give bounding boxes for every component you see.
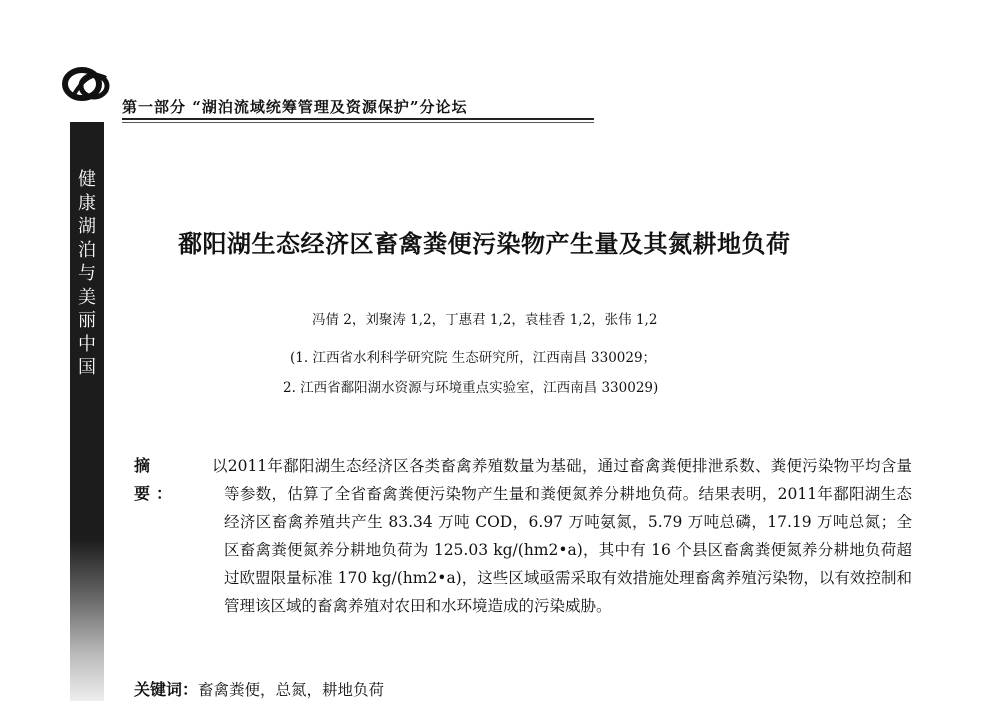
abstract-section [134, 452, 912, 620]
side-char: 健 [78, 169, 96, 190]
logo-icon [58, 58, 114, 108]
side-char: 泊 [78, 239, 96, 261]
header-divider [122, 118, 594, 120]
header-divider-thin [122, 122, 594, 123]
affiliation-2: 2. 江西省鄱阳湖水资源与环境重点实验室，江西南昌 330029) [283, 380, 659, 396]
side-char: 湖 [78, 216, 96, 237]
keywords-text: 畜禽粪便，总氮，耕地负荷 [198, 681, 385, 699]
paper-authors: 冯倩 2，刘聚涛 1,2，丁惠君 1,2，袁桂香 1,2，张伟 1,2 [312, 312, 658, 328]
abstract-body: 以2011年鄱阳湖生态经济区各类畜禽养殖数量为基础，通过畜禽粪便排泄系数、粪便污染物平均含量等参数，估算了全省畜禽粪便污染物产生量和粪便氮养分耕地负荷。结果表明，2011年鄱阳湖生态经济区畜禽养殖共产生 83.34 万吨 COD，6.97 万吨氨氮，5.79 万吨总磷，17.19 万吨总氮；全区畜禽粪便氮养分耕地负荷为 125.03 kg/(hm2•a)，其中有 16 个县区畜禽粪便氮养分耕地负荷超过欧盟限量标准 170 kg/(hm2•a)，这些区域亟需采取有效措施处理畜禽养殖污染物，以有效控制和管理该区域的畜禽养殖对农田和水环境造成的污染威胁。 [212, 457, 912, 615]
keywords-section [134, 677, 384, 700]
section-header: 第一部分 “湖泊流域统筹管理及资源保护”分论坛 [122, 98, 468, 116]
side-char: 与 [78, 263, 96, 284]
paper-title: 鄱阳湖生态经济区畜禽粪便污染物产生量及其氮耕地负荷 [178, 229, 791, 258]
side-char: 国 [78, 357, 96, 378]
side-char: 美 [78, 286, 96, 308]
keywords-label: 关键词： [134, 680, 199, 699]
side-char: 丽 [78, 310, 96, 331]
abstract-label: 摘 要： [134, 456, 179, 503]
side-char: 康 [78, 192, 96, 214]
affiliation-1: (1. 江西省水利科学研究院 生态研究所，江西南昌 330029； [290, 350, 657, 366]
side-char: 中 [78, 333, 96, 355]
side-banner-text [70, 168, 104, 380]
